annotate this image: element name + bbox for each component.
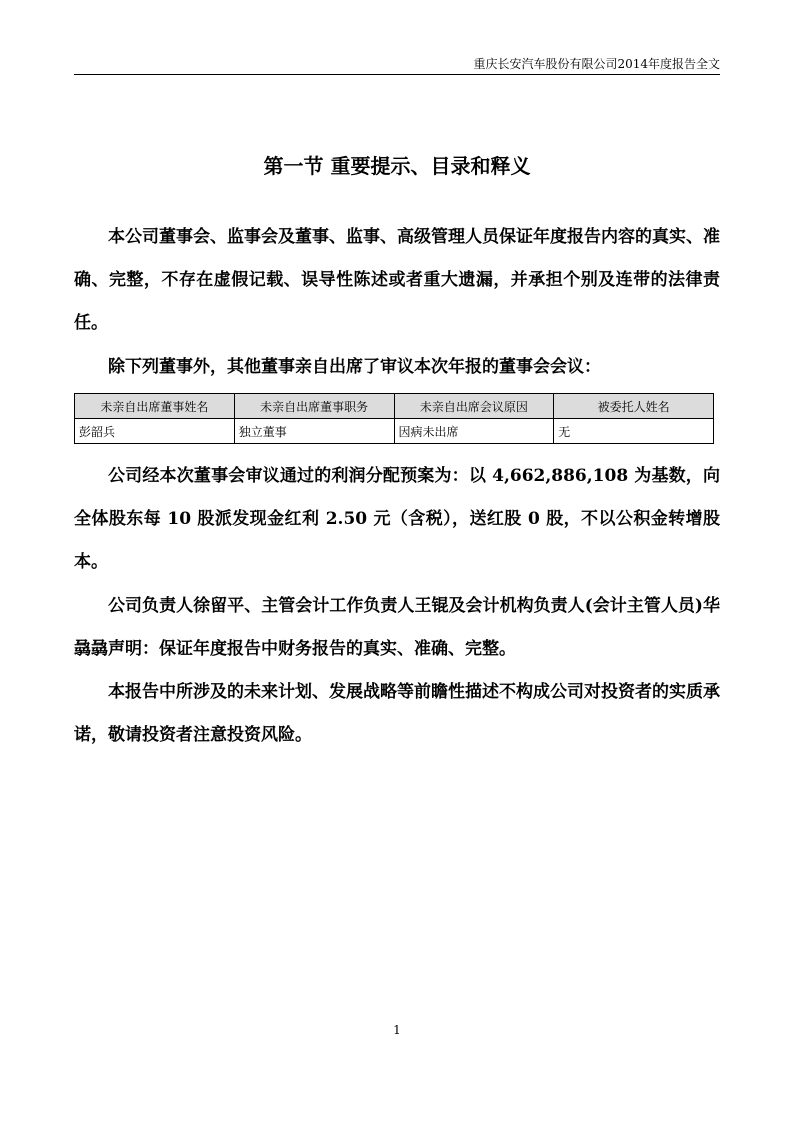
paragraph-absent-directors: 除下列董事外，其他董事亲自出席了审议本次年报的董事会会议： [108, 357, 601, 377]
paragraph-forward-looking: 本报告中所涉及的未来计划、发展战略等前瞻性描述不构成公司对投资者的实质承诺，敬请投资者注意投资风险。 [74, 682, 720, 745]
table-cell: 彭韶兵 [75, 419, 235, 444]
table-header-cell: 未亲自出席会议原因 [394, 394, 554, 419]
paragraph-profit-distribution: 公司经本次董事会审议通过的利润分配预案为：以 4,662,886,108 为基数，向全体股东每 10 股派发现金红利 2.50 元（含税），送红股 0 股，不以公积金转增股本。 [74, 466, 720, 572]
paragraph-responsibility: 本公司董事会、监事会及董事、监事、高级管理人员保证年度报告内容的真实、准确、完整，不存在虚假记载、误导性陈述或者重大遗漏，并承担个别及连带的法律责任。 [74, 227, 720, 333]
absent-directors-table [74, 393, 714, 444]
table-header-cell: 未亲自出席董事职务 [234, 394, 394, 419]
section-title: 第一节 重要提示、目录和释义 [263, 154, 531, 178]
table-cell: 因病未出席 [394, 419, 554, 444]
table-row [75, 419, 714, 444]
table-cell: 无 [554, 419, 714, 444]
table-header-row [75, 394, 714, 419]
paragraph-financial-statement: 公司负责人徐留平、主管会计工作负责人王锟及会计机构负责人(会计主管人员)华骉骉声明：保证年度报告中财务报告的真实、准确、完整。 [74, 596, 720, 659]
header-rule [74, 74, 720, 75]
page-number: 1 [393, 1023, 401, 1037]
table-cell: 独立董事 [234, 419, 394, 444]
table-header-cell: 被委托人姓名 [554, 394, 714, 419]
table-header-cell: 未亲自出席董事姓名 [75, 394, 235, 419]
page-header: 重庆长安汽车股份有限公司2014年度报告全文 [473, 57, 720, 71]
